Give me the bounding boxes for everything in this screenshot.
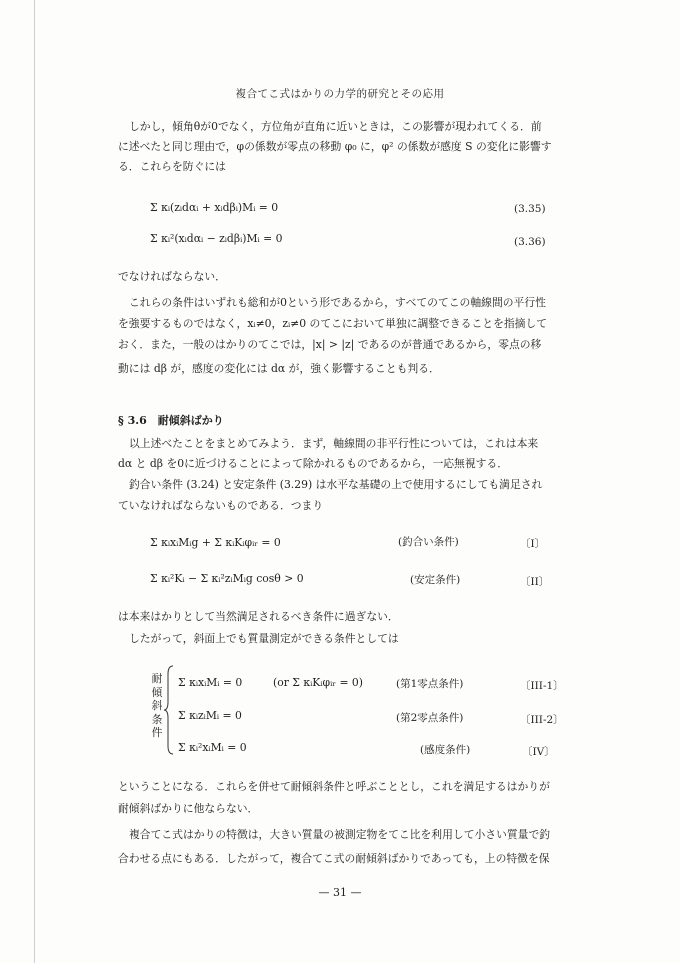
tilt-condition-III-2-label: (第2零点条件) — [396, 712, 464, 724]
condition-I-number: 〔I〕 — [520, 538, 546, 550]
para3-line4: 動には dβ が，感度の変化には dα が，強く影響することも判る． — [118, 362, 440, 375]
para6-line4: 合わせる点にもある．したがって，複合てこ式の耐傾斜ばかりであっても，上の特徴を保 — [118, 852, 550, 865]
para5-line1: は本来はかりとして当然満足されるべき条件に過ぎない． — [118, 610, 399, 623]
para1-line1: しかし，傾角θが0でなく，方位角が直角に近いときは，この影響が現われてくる．前 — [129, 120, 542, 133]
para3-line2: を強要するものではなく，xᵢ≠0，zᵢ≠0 のてこにおいて単独に調整できることを指摘して — [118, 317, 548, 330]
page-number: — 31 — — [318, 886, 362, 899]
para4-line4: ていなければならないものである．つまり — [118, 499, 324, 512]
condition-I-equation: Σ κᵢxᵢMᵢg + Σ κᵢKᵢφᵢᵣ = 0 — [150, 536, 281, 549]
equation-3-35: Σ κᵢ(zᵢdαᵢ + xᵢdβᵢ)Mᵢ = 0 — [150, 201, 279, 214]
tilt-condition-III-1-label: (第1零点条件) — [396, 678, 464, 690]
para4-line1: 以上述べたことをまとめてみよう．まず，軸線間の非平行性については，これは本来 — [129, 437, 539, 450]
para5-line2: したがって，斜面上でも質量測定ができる条件としては — [129, 632, 399, 645]
condition-II-label: (安定条件) — [410, 574, 461, 586]
condition-II-number: 〔II〕 — [520, 576, 550, 588]
equation-3-36: Σ κᵢ²(xᵢdαᵢ − zᵢdβᵢ)Mᵢ = 0 — [150, 232, 283, 245]
tilt-condition-IV-number: 〔IV〕 — [522, 746, 555, 758]
section-heading: § 3.6 耐傾斜ばかり — [118, 414, 224, 427]
para6-line1: ということになる．これらを併せて耐傾斜条件と呼ぶこととし，これを満足するはかりが — [118, 780, 550, 793]
para4-line2: dα と dβ を0に近づけることによって除かれるものであるから，一応無視する． — [118, 457, 509, 470]
para6-line2: 耐傾斜ばかりに他ならない． — [118, 802, 259, 815]
tilt-condition-IV-equation: Σ κᵢ²xᵢMᵢ = 0 — [178, 741, 247, 754]
binding-edge-line — [34, 0, 35, 963]
condition-II-equation: Σ κᵢ²Kᵢ − Σ κᵢ²zᵢMᵢg cosθ > 0 — [150, 572, 304, 585]
condition-I-label: (釣合い条件) — [398, 536, 459, 548]
tilt-condition-III-2-number: 〔III-2〕 — [520, 714, 564, 726]
para6-line3: 複合てこ式はかりの特徴は，大きい質量の被測定物をてこ比を利用して小さい質量で釣 — [129, 828, 551, 841]
tilt-condition-III-1-equation: Σ κᵢxᵢMᵢ = 0 — [178, 676, 243, 689]
para4-line3: 釣合い条件 (3.24) と安定条件 (3.29) は水平な基礎の上で使用するにしても満足され — [129, 478, 543, 491]
para2-line1: でなければならない． — [118, 270, 226, 283]
tilt-condition-III-1-number: 〔III-1〕 — [520, 680, 564, 692]
equation-number-3-35: (3.35) — [514, 203, 546, 215]
left-brace — [164, 664, 174, 756]
para1-line2: に述べたと同じ理由で，φの係数が零点の移動 φ₀ に，φ² の係数が感度 S の変化に影響す — [118, 140, 552, 153]
tilt-condition-III-1-alternative: (or Σ κᵢKᵢφᵢᵣ = 0) — [273, 676, 364, 689]
running-head: 複合てこ式はかりの力学的研究とその応用 — [235, 88, 445, 100]
tilt-conditions-group-label: 耐傾斜条件 — [151, 672, 163, 739]
tilt-condition-III-2-equation: Σ κᵢzᵢMᵢ = 0 — [178, 709, 242, 722]
para3-line3: おく．また，一般のはかりのてこでは，|x| > |z| であるのが普通であるから，零点の移 — [118, 338, 542, 351]
tilt-condition-IV-label: (感度条件) — [420, 744, 471, 756]
equation-number-3-36: (3.36) — [514, 236, 546, 248]
para3-line1: これらの条件はいずれも総和が0という形であるから，すべてのてこの軸線間の平行性 — [129, 296, 546, 309]
para1-line3: る．これらを防ぐには — [118, 160, 226, 173]
